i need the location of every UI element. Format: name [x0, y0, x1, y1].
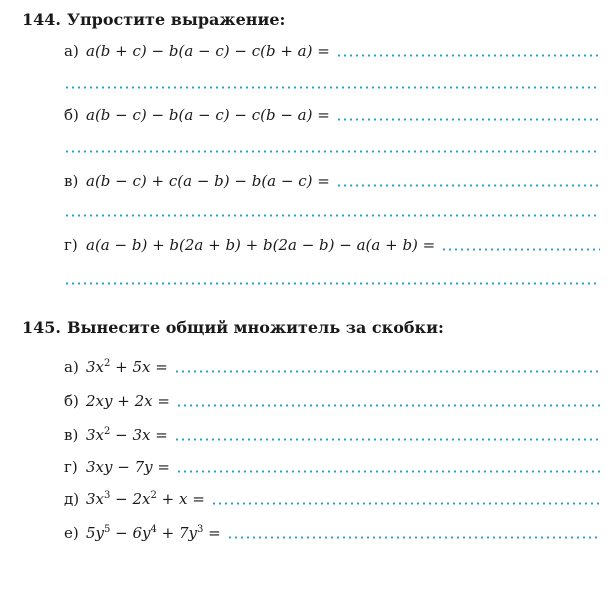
answer-line[interactable] [64, 282, 600, 285]
item-expression: $5y^5 - 6y^4 + 7y^3$ = [86, 524, 221, 542]
item-expression: $3x^2 + 5x$ = [86, 358, 168, 376]
exercise-number: 145. [22, 318, 61, 337]
answer-line[interactable] [64, 214, 600, 217]
answer-blank[interactable] [336, 54, 600, 57]
item-label: д) [64, 490, 80, 508]
answer-blank[interactable] [336, 118, 600, 121]
exercise-145-title [22, 318, 444, 337]
exercise-144-item-v [64, 172, 600, 190]
exercise-145-item-e [64, 524, 600, 542]
answer-blank[interactable] [174, 370, 600, 373]
item-label: а) [64, 42, 79, 60]
item-expression: a(b − c) + c(a − b) − b(a − c) = [86, 172, 330, 190]
exercise-145-item-g [64, 458, 600, 476]
exercise-instruction: Упростите выражение: [66, 10, 286, 29]
item-expression: 2xy + 2x = [86, 392, 170, 410]
exercise-144-item-a [64, 42, 600, 60]
exercise-144-item-g [64, 236, 600, 254]
item-expression: a(b + c) − b(a − c) − c(b + a) = [86, 42, 330, 60]
exercise-instruction: Вынесите общий множитель за скобки: [66, 318, 444, 337]
answer-blank[interactable] [441, 248, 600, 251]
answer-blank[interactable] [211, 502, 600, 505]
exercise-145-item-v [64, 426, 600, 444]
item-label: е) [64, 524, 79, 542]
item-label: б) [64, 392, 79, 410]
item-expression: $3x^3 - 2x^2 + x$ = [86, 490, 205, 508]
exercise-145-item-a [64, 358, 600, 376]
answer-blank[interactable] [336, 184, 600, 187]
answer-blank[interactable] [176, 470, 600, 473]
item-label: б) [64, 106, 79, 124]
exercise-144-item-b [64, 106, 600, 124]
item-label: в) [64, 172, 79, 190]
exercise-144-title [22, 10, 285, 29]
item-label: в) [64, 426, 79, 444]
exercise-145-item-b [64, 392, 600, 410]
answer-line[interactable] [64, 150, 600, 153]
item-expression: $3x^2 - 3x$ = [86, 426, 168, 444]
exercise-145-item-d [64, 490, 600, 508]
answer-blank[interactable] [176, 404, 600, 407]
exercise-number: 144. [22, 10, 61, 29]
item-expression: a(a − b) + b(2a + b) + b(2a − b) − a(a + b) = [86, 236, 436, 254]
answer-line[interactable] [64, 86, 600, 89]
answer-blank[interactable] [227, 536, 600, 539]
item-expression: a(b − c) − b(a − c) − c(b − a) = [86, 106, 330, 124]
item-expression: 3xy − 7y = [86, 458, 170, 476]
item-label: а) [64, 358, 79, 376]
item-label: г) [64, 236, 78, 254]
answer-blank[interactable] [174, 438, 600, 441]
item-label: г) [64, 458, 78, 476]
